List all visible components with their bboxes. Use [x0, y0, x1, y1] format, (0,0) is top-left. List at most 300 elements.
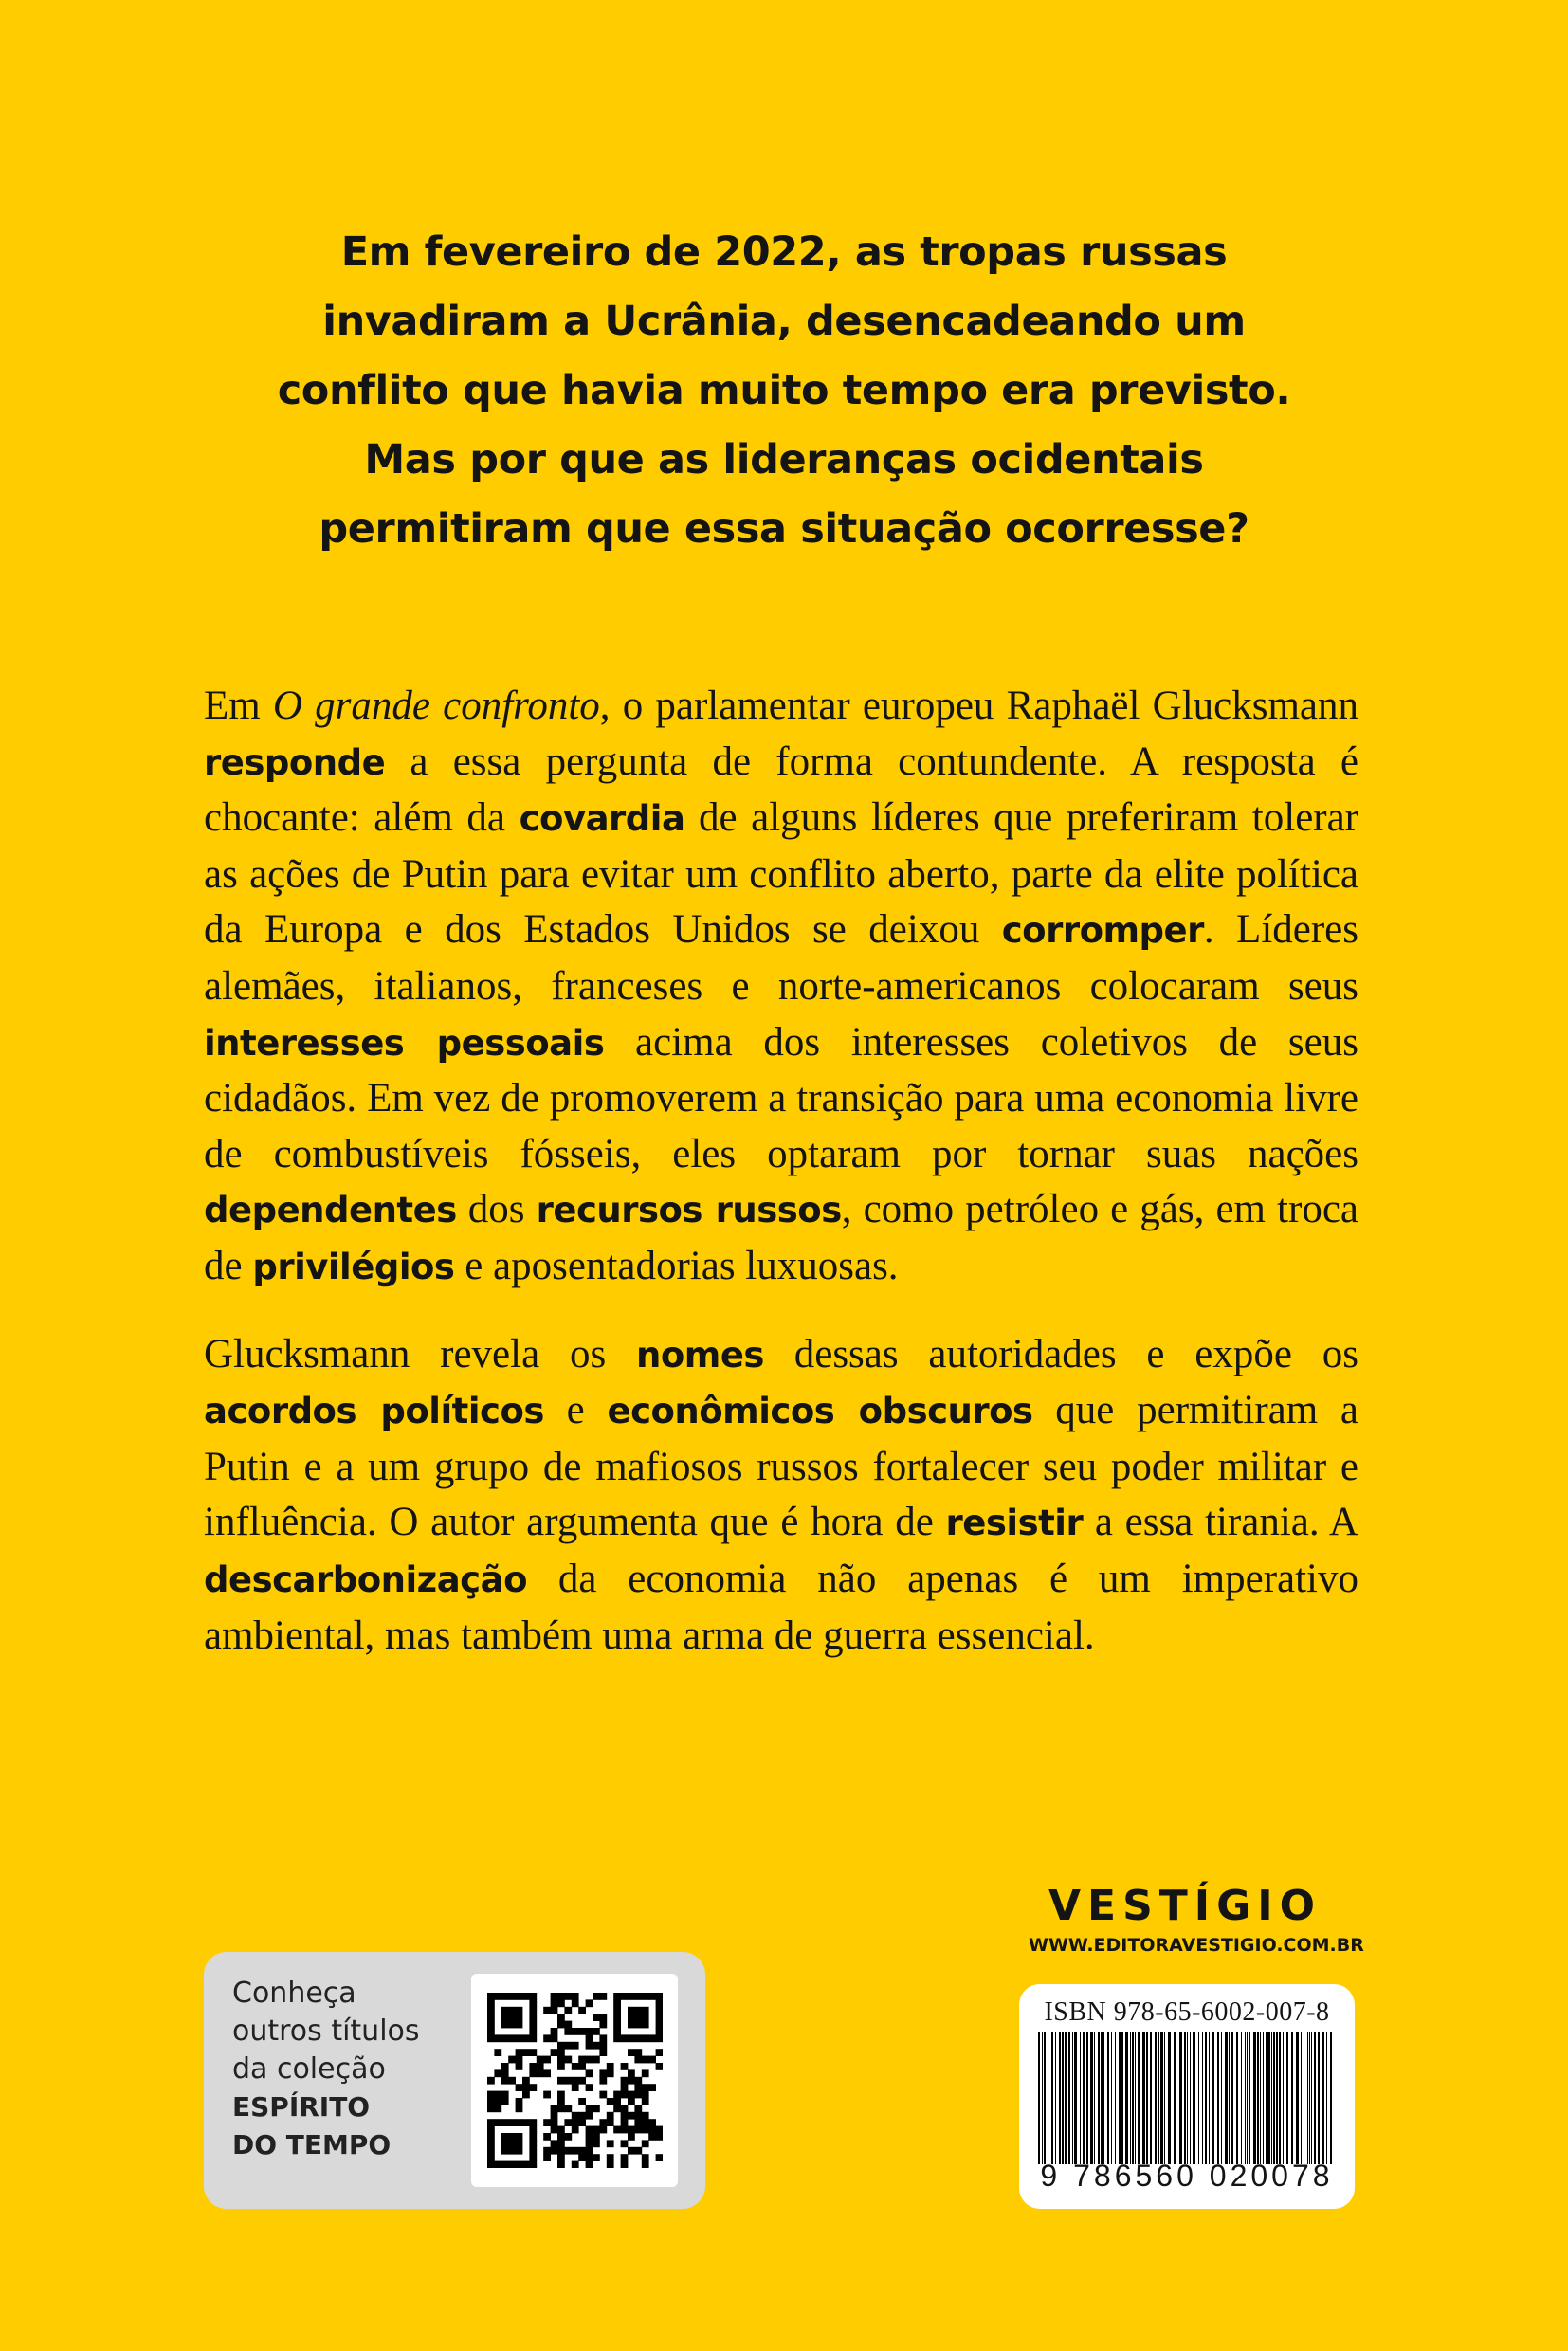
qr-module: [607, 2161, 614, 2168]
tagline-line: Em fevereiro de 2022, as tropas russas: [340, 228, 1228, 276]
qr-module: [586, 2112, 593, 2120]
barcode-bar: [1187, 2032, 1188, 2164]
barcode-bar: [1330, 2032, 1332, 2164]
qr-module: [634, 2091, 642, 2099]
qr-module: [648, 2133, 656, 2141]
collection-line: da coleção: [232, 2052, 386, 2086]
qr-module: [613, 2021, 621, 2029]
barcode-bar: [1065, 2032, 1067, 2164]
qr-module: [508, 2161, 516, 2168]
synopsis: [204, 679, 1358, 1664]
qr-module: [487, 2119, 495, 2126]
barcode-bar: [1119, 2032, 1121, 2164]
qr-module: [529, 2161, 537, 2168]
barcode-bar: [1072, 2032, 1073, 2164]
qr-module: [529, 2126, 537, 2134]
barcode-bar: [1107, 2032, 1109, 2164]
qr-module: [642, 2126, 649, 2134]
qr-module: [572, 2084, 579, 2091]
barcode-bar: [1090, 2032, 1093, 2164]
qr-module: [656, 2154, 663, 2161]
barcode-bar: [1044, 2032, 1046, 2164]
highlight: covardia: [519, 798, 685, 840]
qr-module: [537, 2056, 544, 2064]
qr-module: [508, 2140, 516, 2147]
qr-module: [642, 2007, 649, 2014]
qr-module: [494, 1993, 501, 2000]
qr-module: [656, 1999, 663, 2007]
qr-module: [586, 2105, 593, 2112]
qr-module: [572, 2161, 579, 2168]
barcode-bar: [1150, 2032, 1152, 2164]
qr-module: [607, 2154, 614, 2161]
qr-module: [599, 2042, 607, 2050]
qr-module: [634, 2126, 642, 2134]
barcode-bar: [1042, 2032, 1043, 2164]
qr-module: [508, 2034, 516, 2042]
qr-module: [586, 2147, 593, 2155]
qr-module: [508, 2014, 516, 2021]
qr-module: [529, 1993, 537, 2000]
qr-module: [656, 1993, 663, 2000]
barcode-bar: [1212, 2032, 1214, 2164]
qr-module: [593, 2042, 600, 2050]
barcode-bar: [1276, 2032, 1278, 2164]
barcode-bar: [1160, 2032, 1163, 2164]
barcode-bar: [1121, 2032, 1123, 2164]
barcode-bar: [1098, 2032, 1100, 2164]
qr-module: [529, 2119, 537, 2126]
barcode-bar: [1221, 2032, 1222, 2164]
barcode-bar: [1198, 2032, 1199, 2164]
barcode-bar: [1225, 2032, 1228, 2164]
qr-module: [501, 2007, 509, 2014]
qr-module: [516, 2056, 523, 2064]
qr-module: [607, 2098, 614, 2105]
text-run: , como petróleo e gás, em troca de: [204, 1187, 1358, 1288]
qr-module: [501, 2147, 509, 2155]
qr-module: [613, 2098, 621, 2105]
collection-line: outros títulos: [232, 2014, 420, 2048]
qr-module: [572, 2147, 579, 2155]
barcode-bar: [1273, 2032, 1275, 2164]
qr-module: [593, 2014, 600, 2021]
qr-module: [578, 2119, 586, 2126]
barcode-bar: [1267, 2032, 1270, 2164]
qr-module: [572, 2028, 579, 2035]
text-run: dos: [456, 1187, 537, 1232]
barcode-bar: [1055, 2032, 1056, 2164]
tagline-line: invadiram a Ucrânia, desencadeando um: [322, 298, 1246, 345]
qr-module: [634, 1993, 642, 2000]
qr-module: [516, 2007, 523, 2014]
tagline-line: permitiram que essa situação ocorresse?: [319, 505, 1249, 553]
qr-module: [516, 2140, 523, 2147]
qr-module: [501, 2161, 509, 2168]
qr-module: [621, 2119, 629, 2126]
qr-module: [656, 2126, 663, 2134]
barcode-bar: [1307, 2032, 1308, 2164]
barcode-bar: [1296, 2032, 1299, 2164]
qr-module: [572, 2077, 579, 2085]
qr-module: [551, 1999, 558, 2007]
highlight: corromper: [1001, 910, 1204, 952]
qr-module: [487, 1999, 495, 2007]
qr-module: [586, 2133, 593, 2141]
qr-module: [642, 2069, 649, 2077]
qr-module: [613, 2014, 621, 2021]
qr-module: [494, 2069, 501, 2077]
qr-module: [648, 2084, 656, 2091]
qr-module: [522, 2084, 530, 2091]
barcode-bar: [1174, 2032, 1176, 2164]
qr-module: [543, 2154, 551, 2161]
qr-module: [656, 2007, 663, 2014]
qr-module: [648, 2034, 656, 2042]
qr-module: [516, 2014, 523, 2021]
qr-module: [572, 2119, 579, 2126]
barcode-bar: [1168, 2032, 1171, 2164]
barcode-bar: [1217, 2032, 1219, 2164]
qr-module: [516, 2133, 523, 2141]
qr-module: [508, 2119, 516, 2126]
qr-module: [529, 2147, 537, 2155]
qr-module: [648, 2056, 656, 2064]
qr-module: [586, 2140, 593, 2147]
qr-module: [522, 2161, 530, 2168]
barcode-bar: [1229, 2032, 1230, 2164]
qr-module: [628, 2069, 635, 2077]
qr-module: [628, 2077, 635, 2085]
qr-module: [613, 2028, 621, 2035]
qr-module: [621, 2140, 629, 2147]
barcode-bar: [1074, 2032, 1077, 2164]
barcode-bar: [1142, 2032, 1145, 2164]
qr-module: [564, 2042, 572, 2050]
qr-module: [648, 2119, 656, 2126]
barcode-bar: [1125, 2032, 1128, 2164]
qr-module: [599, 2069, 607, 2077]
barcode-bar: [1115, 2032, 1116, 2164]
qr-module: [634, 2049, 642, 2056]
qr-module: [593, 2056, 600, 2064]
qr-module: [522, 1993, 530, 2000]
qr-module: [564, 2077, 572, 2085]
qr-module: [642, 2140, 649, 2147]
qr-module: [494, 2098, 501, 2105]
qr-module: [578, 2056, 586, 2064]
qr-module: [516, 2119, 523, 2126]
qr-module: [522, 2091, 530, 2099]
qr-module: [516, 2049, 523, 2056]
barcode-bar: [1146, 2032, 1148, 2164]
qr-module: [586, 2042, 593, 2050]
qr-module: [572, 1999, 579, 2007]
qr-module: [593, 2133, 600, 2141]
qr-module: [494, 2161, 501, 2168]
barcode-bar: [1260, 2032, 1261, 2164]
qr-module: [557, 2140, 565, 2147]
barcode-bar: [1051, 2032, 1053, 2164]
qr-module: [501, 2133, 509, 2141]
qr-module: [501, 1993, 509, 2000]
qr-module: [572, 2112, 579, 2120]
qr-module: [564, 2119, 572, 2126]
highlight: dependentes: [204, 1190, 457, 1231]
barcode-bar: [1271, 2032, 1272, 2164]
qr-module: [543, 2007, 551, 2014]
barcode-bar: [1205, 2032, 1207, 2164]
text-run: da economia não apenas é um imperativo ambiental, mas também uma arma de guerra essencial.: [204, 1556, 1358, 1658]
qr-module: [537, 2063, 544, 2070]
qr-module: [621, 2154, 629, 2161]
qr-module: [516, 2034, 523, 2042]
qr-module: [501, 2098, 509, 2105]
qr-module: [607, 2119, 614, 2126]
qr-module: [501, 2034, 509, 2042]
qr-module: [634, 2077, 642, 2085]
qr-module: [501, 2021, 509, 2029]
isbn-label: ISBN 978-65-6002-007-8: [1044, 1997, 1330, 2027]
qr-module: [537, 2069, 544, 2077]
qr-module: [613, 2105, 621, 2112]
qr-module: [557, 2049, 565, 2056]
qr-module: [572, 2042, 579, 2050]
qr-module: [578, 2028, 586, 2035]
qr-module: [564, 2105, 572, 2112]
qr-module: [613, 2034, 621, 2042]
qr-module: [613, 1999, 621, 2007]
text-run: dessas autoridades e expõe os: [763, 1331, 1358, 1376]
qr-module: [487, 2007, 495, 2014]
collection-text: [232, 1975, 450, 2164]
qr-module: [578, 2063, 586, 2070]
qr-module: [642, 2098, 649, 2105]
qr-module: [551, 2049, 558, 2056]
qr-module: [501, 2014, 509, 2021]
barcode-bar: [1083, 2032, 1085, 2164]
qr-module: [522, 2049, 530, 2056]
book-title: O grande confronto: [272, 683, 600, 728]
qr-module: [628, 2147, 635, 2155]
collection-name: DO TEMPO: [232, 2129, 392, 2160]
text-run: de alguns líderes que preferiram tolerar as ações de Putin para evitar um conflito aberto, parte da elite política da Europa e dos Estados Unidos se deixou: [204, 795, 1359, 953]
qr-module: [529, 2133, 537, 2141]
qr-module: [578, 2098, 586, 2105]
qr-module: [634, 2112, 642, 2120]
qr-module: [557, 2056, 565, 2064]
qr-module: [586, 2034, 593, 2042]
qr-module: [613, 2007, 621, 2014]
text-run: a essa tirania. A: [1083, 1500, 1358, 1545]
barcode-bar: [1062, 2032, 1064, 2164]
barcode-bar: [1301, 2032, 1302, 2164]
qr-module: [551, 2007, 558, 2014]
qr-module: [607, 2140, 614, 2147]
qr-module: [621, 2161, 629, 2168]
qr-module: [494, 2034, 501, 2042]
qr-module: [586, 1999, 593, 2007]
qr-module: [557, 1993, 565, 2000]
barcode-bar: [1130, 2032, 1131, 2164]
qr-module: [501, 2119, 509, 2126]
qr-module: [551, 2112, 558, 2120]
barcode-bar: [1253, 2032, 1256, 2164]
qr-module: [599, 2021, 607, 2029]
qr-module: [551, 2034, 558, 2042]
synopsis-paragraph-1: [204, 679, 1358, 1296]
qr-module: [599, 2126, 607, 2134]
qr-module: [628, 2021, 635, 2029]
qr-module: [543, 2091, 551, 2099]
qr-module: [572, 2063, 579, 2070]
qr-module: [586, 2028, 593, 2035]
qr-module: [642, 2084, 649, 2091]
barcode-bar: [1247, 2032, 1248, 2164]
qr-module: [564, 1993, 572, 2000]
collection-name: ESPÍRITO: [232, 2091, 371, 2123]
qr-module: [543, 2056, 551, 2064]
qr-module: [487, 2077, 495, 2085]
qr-module: [599, 1993, 607, 2000]
qr-module: [501, 2091, 509, 2099]
qr-module: [578, 2077, 586, 2085]
qr-module: [551, 2119, 558, 2126]
qr-module: [516, 2084, 523, 2091]
qr-module: [508, 2021, 516, 2029]
qr-module: [529, 2084, 537, 2091]
barcode-bar: [1283, 2032, 1284, 2164]
qr-module: [529, 2063, 537, 2070]
qr-module: [593, 1993, 600, 2000]
qr-module: [557, 2147, 565, 2155]
qr-module: [634, 2056, 642, 2064]
qr-module: [634, 2105, 642, 2112]
qr-module: [621, 2112, 629, 2120]
qr-module: [628, 2014, 635, 2021]
qr-module: [634, 2014, 642, 2021]
qr-module: [648, 2126, 656, 2134]
qr-module: [551, 2147, 558, 2155]
barcode-bar: [1209, 2032, 1210, 2164]
qr-module: [529, 2034, 537, 2042]
qr-module: [516, 2147, 523, 2155]
qr-module: [634, 2119, 642, 2126]
qr-module: [529, 1999, 537, 2007]
qr-module: [586, 2161, 593, 2168]
barcode-bar: [1132, 2032, 1134, 2164]
qr-module: [516, 2161, 523, 2168]
barcode-bar: [1241, 2032, 1242, 2164]
barcode-bar: [1184, 2032, 1186, 2164]
qr-module: [613, 2091, 621, 2099]
qr-module: [586, 2154, 593, 2161]
qr-module: [621, 2126, 629, 2134]
barcode-bar: [1158, 2032, 1159, 2164]
qr-module: [642, 1993, 649, 2000]
qr-module: [557, 2154, 565, 2161]
qr-module: [628, 2133, 635, 2141]
qr-module: [487, 2126, 495, 2134]
qr-module: [621, 2063, 629, 2070]
tagline-line: Mas por que as lideranças ocidentais: [364, 436, 1204, 483]
highlight: interesses pessoais: [204, 1022, 605, 1064]
qr-module: [508, 2007, 516, 2014]
text-run: e: [543, 1388, 608, 1433]
qr-module: [516, 2021, 523, 2029]
barcode-bar: [1038, 2032, 1040, 2164]
qr-module: [572, 1993, 579, 2000]
barcode-bar: [1164, 2032, 1165, 2164]
qr-module: [628, 2007, 635, 2014]
qr-module: [613, 1993, 621, 2000]
qr-module: [487, 2161, 495, 2168]
qr-module: [578, 2112, 586, 2120]
qr-module: [529, 2021, 537, 2029]
qr-module: [557, 2161, 565, 2168]
qr-module: [586, 2126, 593, 2134]
qr-module: [621, 2091, 629, 2099]
qr-module: [557, 1999, 565, 2007]
qr-module: [508, 2077, 516, 2085]
qr-module: [551, 2028, 558, 2035]
qr-module: [642, 2014, 649, 2021]
publisher-url: WWW.EDITORAVESTIGIO.COM.BR: [1029, 1935, 1364, 1956]
qr-module: [621, 1993, 629, 2000]
qr-module: [487, 2021, 495, 2029]
barcode-bar: [1279, 2032, 1281, 2164]
qr-module: [628, 2034, 635, 2042]
qr-module: [543, 2034, 551, 2042]
qr-module: [487, 2091, 495, 2099]
qr-module: [487, 2014, 495, 2021]
qr-module: [529, 2014, 537, 2021]
barcode-digits: 9 786560 020078: [1040, 2159, 1334, 2193]
qr-module: [634, 2034, 642, 2042]
qr-module: [642, 2161, 649, 2168]
qr-module: [487, 2034, 495, 2042]
qr-module: [593, 2028, 600, 2035]
highlight: resistir: [945, 1503, 1084, 1544]
barcode-bar: [1231, 2032, 1233, 2164]
qr-module: [599, 2091, 607, 2099]
qr-module: [529, 2049, 537, 2056]
qr-module: [628, 2091, 635, 2099]
tagline-line: conflito que havia muito tempo era previsto.: [277, 367, 1291, 414]
qr-module: [593, 2126, 600, 2134]
qr-module: [516, 1993, 523, 2000]
qr-module: [628, 2126, 635, 2134]
qr-module: [586, 2069, 593, 2077]
qr-module: [628, 2112, 635, 2120]
qr-module: [628, 2049, 635, 2056]
publisher-logo: VESTÍGIO: [1048, 1882, 1322, 1930]
highlight: responde: [204, 741, 386, 783]
highlight: acordos políticos: [204, 1391, 544, 1432]
qr-module: [634, 2021, 642, 2029]
qr-module: [564, 2021, 572, 2029]
qr-code-frame: [471, 1974, 678, 2187]
qr-module: [501, 2069, 509, 2077]
qr-module: [656, 2014, 663, 2021]
highlight: privilégios: [252, 1246, 455, 1287]
barcode-bar: [1111, 2032, 1112, 2164]
qr-module: [529, 2028, 537, 2035]
qr-module: [494, 2119, 501, 2126]
qr-module: [529, 2069, 537, 2077]
barcode-bar: [1193, 2032, 1195, 2164]
qr-module: [522, 2034, 530, 2042]
